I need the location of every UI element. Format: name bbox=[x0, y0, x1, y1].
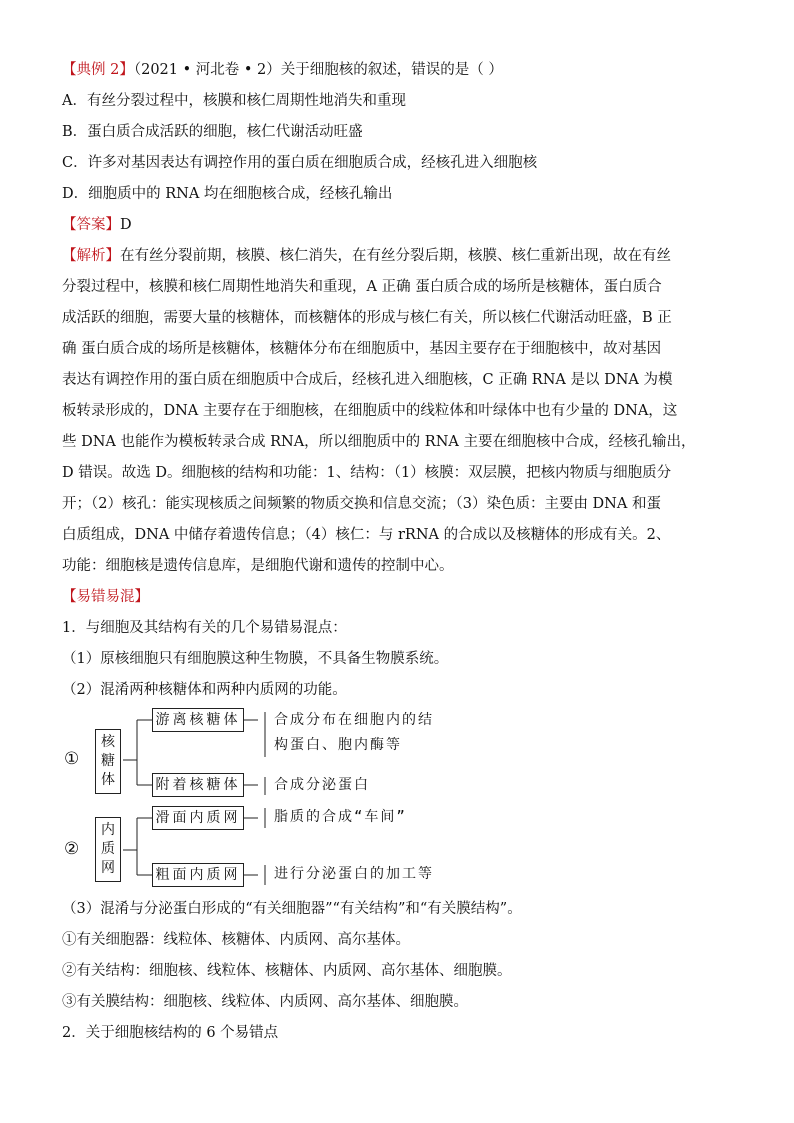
analysis-line: D 错误。故选 D。细胞核的结构和功能：1、结构：（1）核膜：双层膜，把核内物质与细胞质分 bbox=[62, 465, 672, 481]
rough-er-box: 粗面内质网 bbox=[152, 863, 244, 887]
row1-number: ① bbox=[64, 749, 80, 769]
option-c: C．许多对基因表达有调控作用的蛋白质在细胞质合成，经核孔进入细胞核 bbox=[62, 155, 538, 171]
confusion-item1-point1: （1）原核细胞只有细胞膜这种生物膜，不具备生物膜系统。 bbox=[62, 651, 449, 667]
analysis-line: 确 蛋白质合成的场所是核糖体，核糖体分布在细胞质中，基因主要存在于细胞核中，故对基因 bbox=[62, 341, 662, 357]
free-ribosome-box: 游离核糖体 bbox=[152, 708, 244, 732]
answer-line bbox=[62, 215, 742, 235]
analysis-paragraph bbox=[62, 246, 742, 576]
option-b: B．蛋白质合成活跃的细胞，核仁代谢活动旺盛 bbox=[62, 124, 363, 140]
analysis-line: 功能：细胞核是遗传信息库，是细胞代谢和遗传的控制中心。 bbox=[62, 558, 454, 574]
confusion-item1-point3: （3）混淆与分泌蛋白形成的“有关细胞器”“有关结构”和“有关膜结构”。 bbox=[62, 901, 522, 917]
organelle-diagram bbox=[62, 711, 562, 889]
analysis-line: 白质组成，DNA 中储存着遗传信息；（4）核仁：与 rRNA 的合成以及核糖体的形成有关。2、 bbox=[62, 527, 671, 543]
document-page bbox=[62, 60, 742, 1054]
confusion-item1-point2: （2）混淆两种核糖体和两种内质网的功能。 bbox=[62, 682, 347, 698]
analysis-tag: 【解析】 bbox=[62, 248, 120, 264]
example-question: （2021 • 河北卷 • 2）关于细胞核的叙述，错误的是（ ） bbox=[133, 62, 503, 78]
analysis-line: 表达有调控作用的蛋白质在细胞质中合成后，经核孔进入细胞核，C 正确 RNA 是以 DNA 为模 bbox=[62, 372, 673, 388]
rough-er-desc: 进行分泌蛋白的加工等 bbox=[274, 866, 434, 882]
bound-ribosome-desc: 合成分泌蛋白 bbox=[274, 777, 370, 793]
free-ribosome-desc: 合成分布在细胞内的结 构蛋白、胞内酶等 bbox=[274, 712, 434, 753]
analysis-line: 分裂过程中，核膜和核仁周期性地消失和重现，A 正确 蛋白质合成的场所是核糖体，蛋白质合 bbox=[62, 279, 662, 295]
analysis-line: 开；（2）核孔：能实现核质之间频繁的物质交换和信息交流；（3）染色质：主要由 DNA 和蛋 bbox=[62, 496, 661, 512]
analysis-line: 些 DNA 也能作为模板转录合成 RNA，所以细胞质中的 RNA 主要在细胞核中合成，经核孔输出， bbox=[62, 434, 696, 450]
ribosome-box: 核 糖 体 bbox=[95, 729, 121, 794]
analysis-line: 成活跃的细胞，需要大量的核糖体，而核糖体的形成与核仁有关，所以核仁代谢活动旺盛，B 正 bbox=[62, 310, 672, 326]
answer-tag: 【答案】 bbox=[62, 217, 120, 233]
answer-value: D bbox=[120, 217, 132, 233]
analysis-line: 【解析】在有丝分裂前期，核膜、核仁消失，在有丝分裂后期，核膜、核仁重新出现，故在有丝 bbox=[62, 248, 671, 264]
confusion-heading: 【易错易混】 bbox=[62, 589, 149, 605]
analysis-line: 板转录形成的，DNA 主要存在于细胞核，在细胞质中的线粒体和叶绿体中也有少量的 DNA，这 bbox=[62, 403, 678, 419]
confusion-item2-title: 2．关于细胞核结构的 6 个易错点 bbox=[62, 1025, 279, 1041]
row2-number: ② bbox=[64, 839, 80, 859]
smooth-er-box: 滑面内质网 bbox=[152, 806, 244, 830]
list-membrane-structures: ③有关膜结构：细胞核、线粒体、内质网、高尔基体、细胞膜。 bbox=[62, 994, 468, 1010]
er-box: 内 质 网 bbox=[95, 817, 121, 882]
example-tag: 【典例 2】 bbox=[62, 62, 134, 78]
option-d: D．细胞质中的 RNA 均在细胞核合成，经核孔输出 bbox=[62, 186, 393, 202]
example-stem bbox=[62, 60, 742, 80]
confusion-item1-title: 1．与细胞及其结构有关的几个易错易混点： bbox=[62, 620, 347, 636]
smooth-er-desc: 脂质的合成“车间” bbox=[274, 809, 407, 825]
bound-ribosome-box: 附着核糖体 bbox=[152, 773, 244, 797]
list-organelles: ①有关细胞器：线粒体、核糖体、内质网、高尔基体。 bbox=[62, 932, 410, 948]
list-structures: ②有关结构：细胞核、线粒体、核糖体、内质网、高尔基体、细胞膜。 bbox=[62, 963, 512, 979]
option-a: A．有丝分裂过程中，核膜和核仁周期性地消失和重现 bbox=[62, 93, 406, 109]
